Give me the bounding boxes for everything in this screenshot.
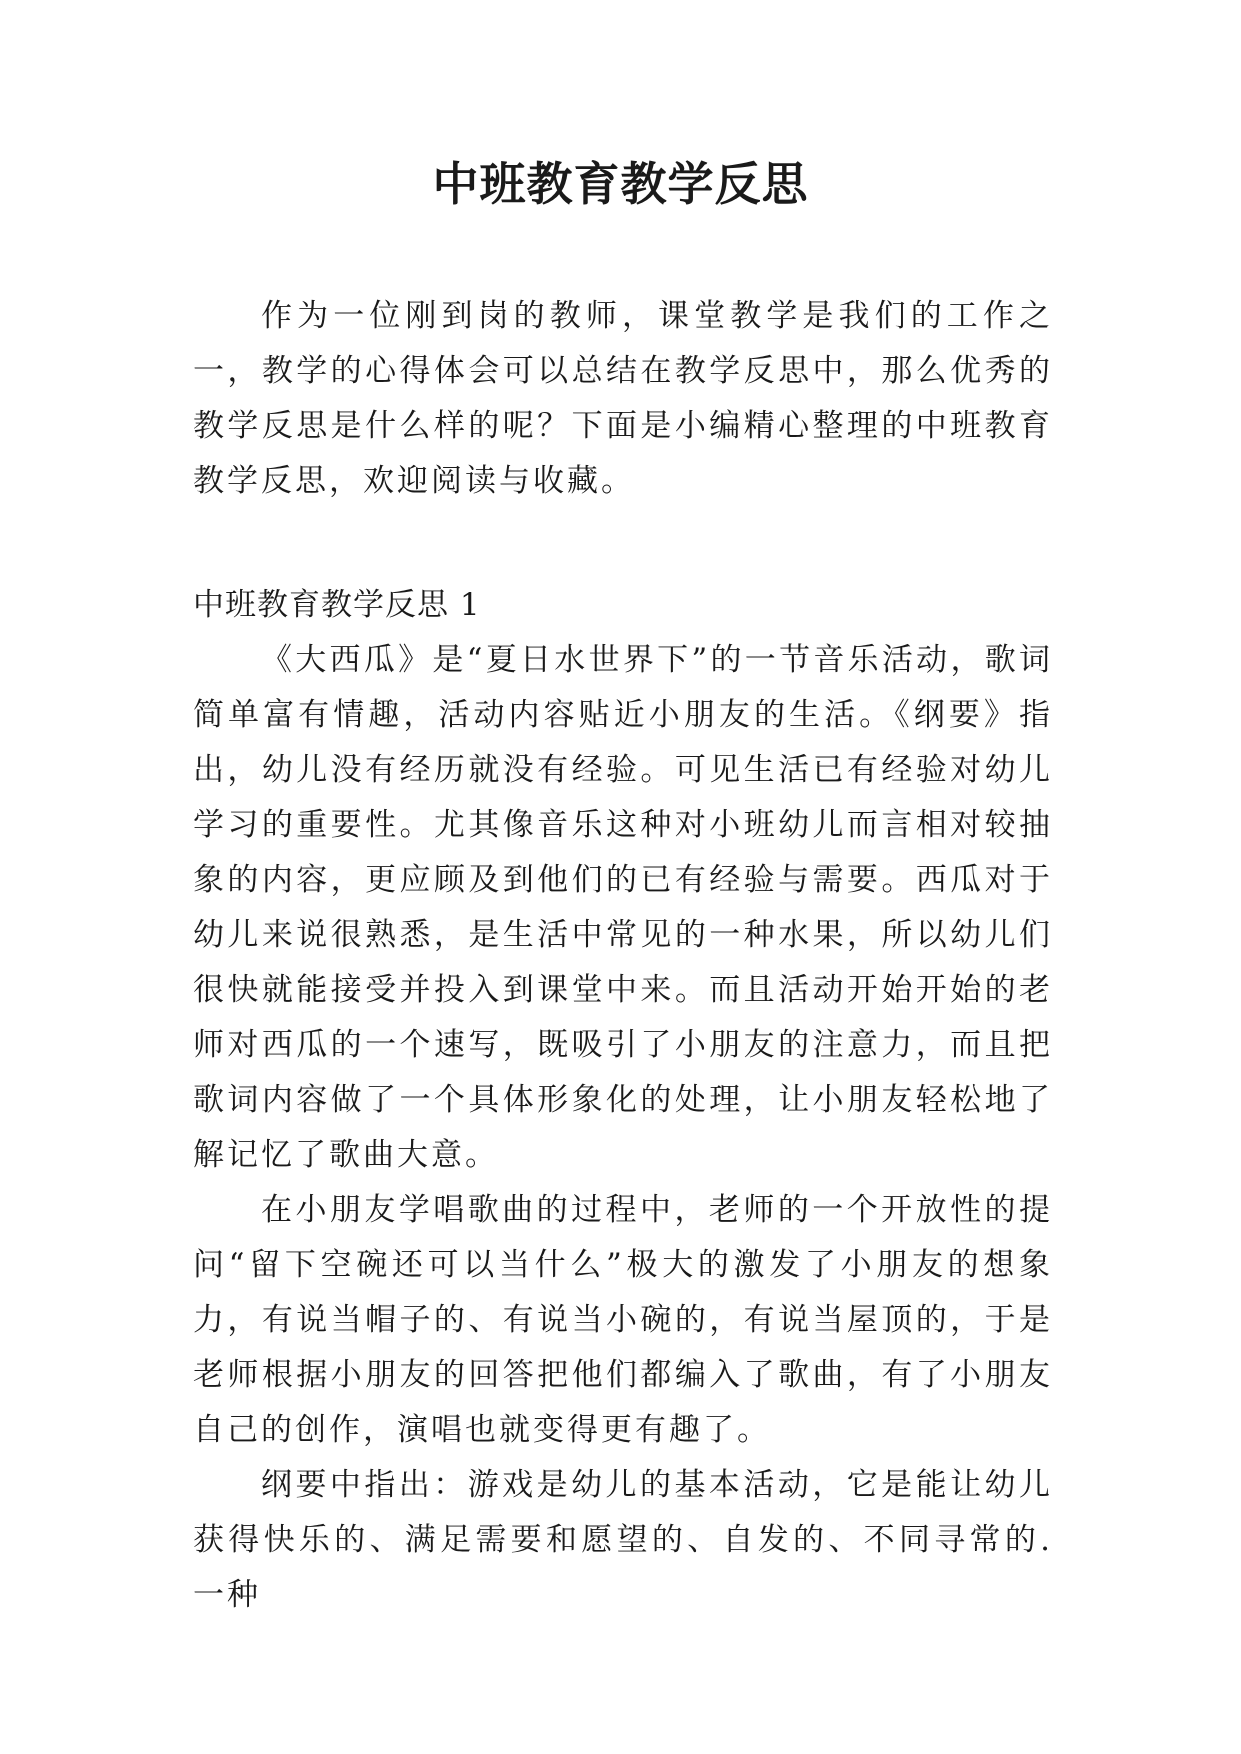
body-paragraph: 纲要中指出：游戏是幼儿的基本活动，它是能让幼儿获得快乐的、满足需要和愿望的、自发的、不同寻常的.一种 [193,1467,1053,1613]
intro-paragraph-block [193,289,1053,509]
section-body [193,633,1053,1623]
body-paragraph: 在小朋友学唱歌曲的过程中，老师的一个开放性的提问“留下空碗还可以当什么”极大的激发了小朋友的想象力，有说当帽子的、有说当小碗的，有说当屋顶的，于是老师根据小朋友的回答把他们都编入了歌曲，有了小朋友自己的创作，演唱也就变得更有趣了。 [193,1192,1053,1448]
document-title: 中班教育教学反思 [432,157,809,211]
body-paragraph: 《大西瓜》是“夏日水世界下”的一节音乐活动，歌词简单富有情趣，活动内容贴近小朋友的生活。《纲要》指出，幼儿没有经历就没有经验。可见生活已有经验对幼儿学习的重要性。尤其像音乐这种对小班幼儿而言相对较抽象的内容，更应顾及到他们的已有经验与需要。西瓜对于幼儿来说很熟悉，是生活中常见的一种水果，所以幼儿们很快就能接受并投入到课堂中来。而且活动开始开始的老师对西瓜的一个速写，既吸引了小朋友的注意力，而且把歌词内容做了一个具体形象化的处理，让小朋友轻松地了解记忆了歌曲大意。 [193,642,1053,1173]
section-heading: 中班教育教学反思 1 [193,587,481,623]
intro-paragraph: 作为一位刚到岗的教师，课堂教学是我们的工作之一，教学的心得体会可以总结在教学反思中，那么优秀的教学反思是什么样的呢？下面是小编精心整理的中班教育教学反思，欢迎阅读与收藏。 [193,298,1053,499]
